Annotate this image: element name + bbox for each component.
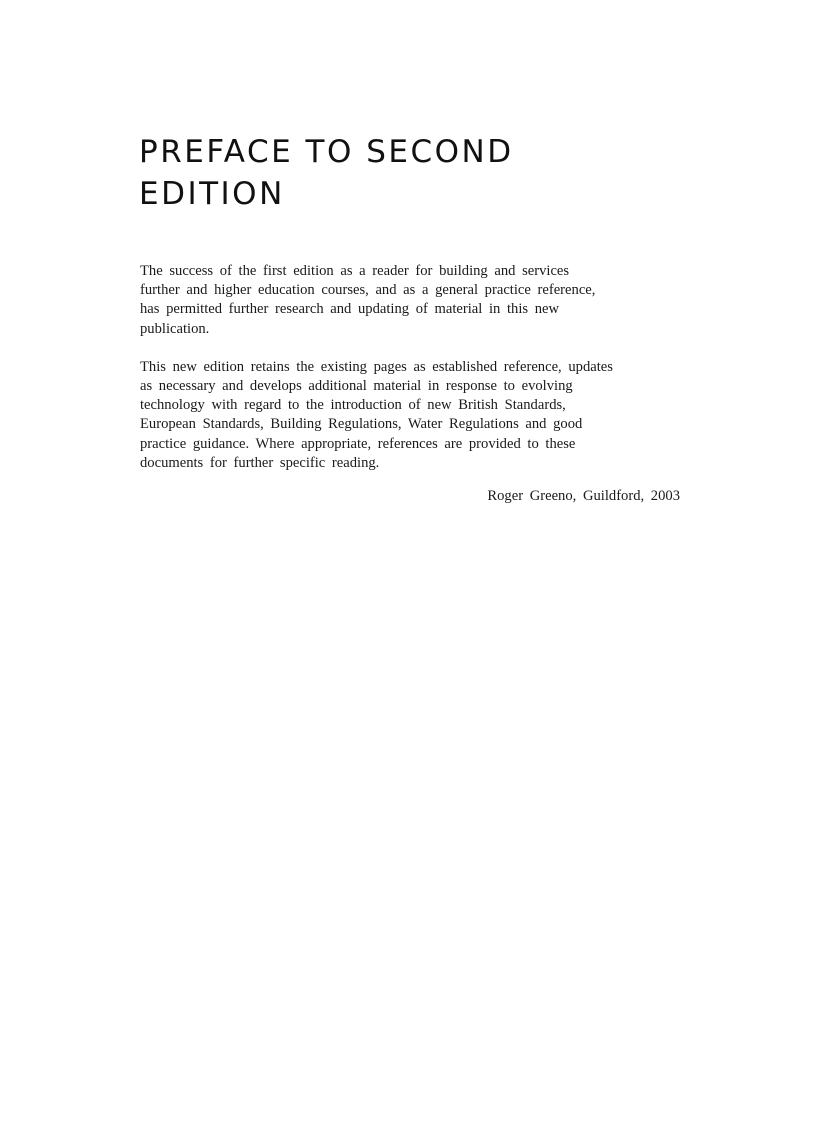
paragraph-2: [140, 358, 685, 473]
paragraph-line: technology with regard to the introduction of new British Standards,: [140, 397, 566, 414]
paragraph-line: has permitted further research and updating of material in this new: [140, 301, 560, 318]
page-title-line-2: EDITION: [139, 176, 285, 212]
paragraph-line: The success of the first edition as a reader for building and services: [140, 263, 570, 279]
preface-body: [140, 262, 685, 473]
paragraph-line: This new edition retains the existing pages as established reference, updates: [140, 358, 613, 375]
page-title-line-1: PREFACE TO SECOND: [139, 134, 514, 170]
paragraph-line: publication.: [140, 320, 210, 337]
paragraph-line: European Standards, Building Regulations, Water Regulations and good: [140, 416, 583, 433]
author-signature: Roger Greeno, Guildford, 2003: [487, 488, 680, 504]
paragraph-line: documents for further specific reading.: [140, 454, 380, 471]
paragraph-1: [140, 262, 685, 339]
paragraph-line: as necessary and develops additional material in response to evolving: [140, 378, 573, 395]
paragraph-line: further and higher education courses, and as a general practice reference,: [140, 282, 596, 299]
page-title: [139, 131, 699, 215]
paragraph-line: practice guidance. Where appropriate, references are provided to these: [140, 435, 576, 452]
